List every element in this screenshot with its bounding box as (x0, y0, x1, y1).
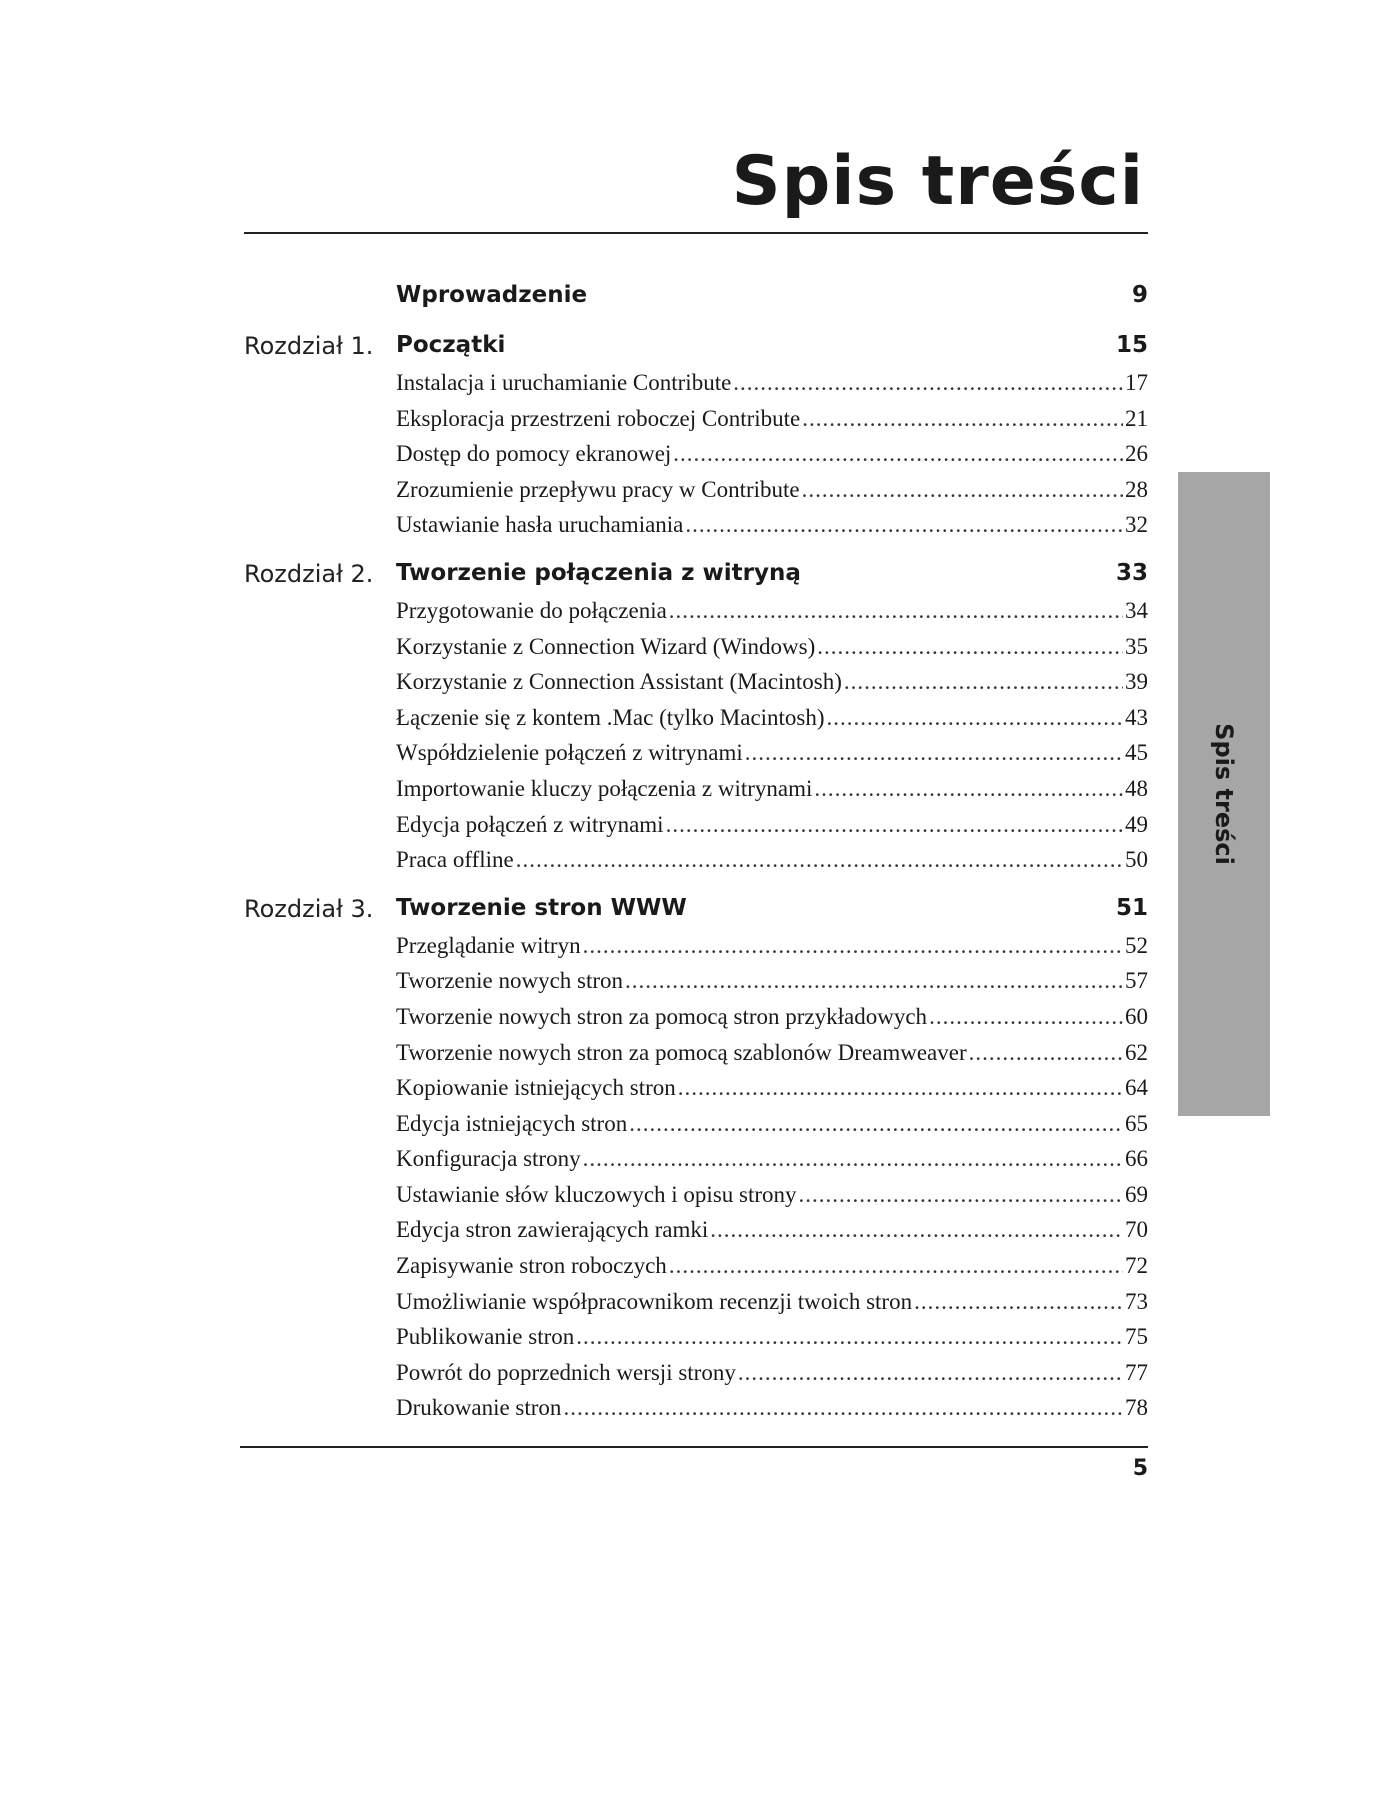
toc-entry-title: Powrót do poprzednich wersji strony (396, 1359, 736, 1385)
dot-leader (678, 1075, 1123, 1101)
chapter-row (244, 322, 1148, 370)
toc-entry-page-number: 21 (1125, 405, 1148, 431)
toc-entry-title: Przeglądanie witryn (396, 932, 581, 958)
toc-entry-page-number: 69 (1125, 1181, 1148, 1207)
toc-entry-title: Korzystanie z Connection Wizard (Windows) (396, 633, 816, 659)
dot-leader (814, 776, 1123, 802)
toc-entry-title: Importowanie kluczy połączenia z witrynami (396, 775, 813, 801)
dot-leader (669, 1253, 1123, 1279)
toc-entry (396, 705, 1148, 741)
dot-leader (799, 1182, 1123, 1208)
dot-leader (802, 406, 1123, 432)
chapter-title: Początki (396, 332, 506, 358)
dot-leader (625, 968, 1123, 994)
chapter-page-number: 9 (1131, 282, 1148, 308)
toc-entry (396, 933, 1148, 969)
chapter-title: Tworzenie stron WWW (396, 894, 687, 921)
dot-leader (969, 1040, 1123, 1066)
dot-leader (817, 634, 1123, 660)
chapter-label: Rozdział 2. (244, 559, 374, 588)
toc-entry-title: Tworzenie nowych stron (396, 968, 624, 994)
toc-entry (396, 1075, 1148, 1111)
chapter-title: Wprowadzenie (396, 282, 588, 308)
toc-entry-title: Eksploracja przestrzeni roboczej Contribute (396, 405, 801, 431)
toc-entry-title: Konfiguracja strony (396, 1146, 581, 1172)
dot-leader (669, 598, 1123, 624)
toc-entry (396, 441, 1148, 477)
toc-entry-page-number: 39 (1125, 669, 1148, 695)
side-tab (1178, 472, 1270, 1116)
table-of-contents (244, 272, 1148, 1431)
dot-leader (733, 370, 1123, 396)
toc-entry-title: Praca offline (396, 847, 514, 873)
toc-entry-page-number: 65 (1125, 1110, 1148, 1136)
toc-entry (396, 406, 1148, 442)
toc-entry-title: Zrozumienie przepływu pracy w Contribute (396, 476, 800, 502)
toc-entry-page-number: 66 (1125, 1146, 1148, 1172)
toc-entry-page-number: 77 (1125, 1359, 1148, 1385)
top-divider (244, 232, 1148, 234)
toc-entry-title: Umożliwianie współpracownikom recenzji twoich stron (396, 1288, 913, 1314)
dot-leader (563, 1395, 1123, 1421)
toc-entry-page-number: 60 (1125, 1003, 1148, 1029)
dot-leader (516, 847, 1123, 873)
toc-entry (396, 512, 1148, 548)
toc-entry-page-number: 52 (1125, 932, 1148, 958)
toc-entry (396, 1040, 1148, 1076)
toc-entry (396, 1289, 1148, 1325)
toc-entry-page-number: 49 (1125, 811, 1148, 837)
toc-entry-title: Przygotowanie do połączenia (396, 597, 667, 623)
page-number: 5 (1132, 1456, 1148, 1481)
toc-entry-page-number: 34 (1125, 597, 1148, 623)
chapter-page-number: 33 (1115, 559, 1148, 586)
toc-entry-title: Korzystanie z Connection Assistant (Macintosh) (396, 669, 842, 695)
dot-leader (929, 1004, 1123, 1030)
chapter-title: Tworzenie połączenia z witryną (396, 559, 801, 586)
toc-entry (396, 1004, 1148, 1040)
toc-entry (396, 669, 1148, 705)
toc-entry-page-number: 26 (1125, 441, 1148, 467)
toc-entry-title: Ustawianie słów kluczowych i opisu strony (396, 1181, 797, 1207)
toc-entry-page-number: 64 (1125, 1075, 1148, 1101)
toc-entry (396, 1253, 1148, 1289)
dot-leader (583, 933, 1123, 959)
toc-entry-page-number: 32 (1125, 512, 1148, 538)
toc-entry-page-number: 17 (1125, 370, 1148, 395)
chapter-row (244, 272, 1148, 320)
toc-entry (396, 847, 1148, 883)
toc-entry (396, 370, 1148, 406)
dot-leader (844, 669, 1123, 695)
toc-entry-title: Drukowanie stron (396, 1395, 562, 1421)
toc-entry-title: Współdzielenie połączeń z witrynami (396, 740, 743, 766)
toc-entry (396, 634, 1148, 670)
dot-leader (827, 705, 1123, 731)
toc-entry (396, 1360, 1148, 1396)
toc-entry-page-number: 43 (1125, 704, 1148, 730)
toc-entry-title: Tworzenie nowych stron za pomocą szablonów Dreamweaver (396, 1039, 967, 1065)
dot-leader (673, 441, 1123, 467)
toc-entry-title: Edycja istniejących stron (396, 1110, 628, 1136)
dot-leader (576, 1324, 1123, 1350)
toc-entry (396, 968, 1148, 1004)
toc-entry (396, 812, 1148, 848)
toc-entry-page-number: 75 (1125, 1324, 1148, 1350)
toc-entry-title: Łączenie się z kontem .Mac (tylko Macintosh) (396, 704, 825, 730)
toc-entry-title: Publikowanie stron (396, 1324, 575, 1350)
toc-entry-page-number: 57 (1125, 968, 1148, 994)
toc-entry-page-number: 35 (1125, 633, 1148, 659)
toc-entry (396, 1146, 1148, 1182)
toc-entry (396, 776, 1148, 812)
toc-entry-page-number: 72 (1125, 1253, 1148, 1279)
toc-entry-title: Edycja stron zawierających ramki (396, 1217, 709, 1243)
dot-leader (685, 512, 1123, 538)
toc-entry-title: Zapisywanie stron roboczych (396, 1253, 667, 1279)
toc-entry-page-number: 45 (1125, 740, 1148, 766)
toc-entry (396, 1182, 1148, 1218)
bottom-divider (240, 1446, 1148, 1448)
toc-entry-page-number: 73 (1125, 1288, 1148, 1314)
toc-entry (396, 477, 1148, 513)
toc-entry-title: Edycja połączeń z witrynami (396, 811, 664, 837)
toc-entry-title: Instalacja i uruchamianie Contribute (396, 370, 732, 395)
toc-entry-title: Tworzenie nowych stron za pomocą stron przykładowych (396, 1003, 928, 1029)
toc-entry-title: Dostęp do pomocy ekranowej (396, 441, 672, 467)
dot-leader (710, 1217, 1123, 1243)
toc-entry (396, 1111, 1148, 1147)
toc-entry-page-number: 70 (1125, 1217, 1148, 1243)
chapter-page-number: 51 (1115, 894, 1148, 921)
chapter-label: Rozdział 1. (244, 332, 374, 360)
toc-entry-page-number: 62 (1125, 1039, 1148, 1065)
chapter-row (244, 550, 1148, 598)
toc-entry-title: Kopiowanie istniejących stron (396, 1075, 676, 1101)
toc-entry (396, 1217, 1148, 1253)
toc-entry (396, 1395, 1148, 1431)
toc-entry-title: Ustawianie hasła uruchamiania (396, 512, 684, 538)
chapter-page-number: 15 (1115, 332, 1148, 358)
page-title: Spis treści (731, 142, 1144, 221)
chapter-row (244, 885, 1148, 933)
chapter-label: Rozdział 3. (244, 894, 374, 923)
side-tab-label: Spis treści (1210, 723, 1238, 865)
dot-leader (666, 812, 1123, 838)
toc-entry (396, 598, 1148, 634)
toc-entry-page-number: 78 (1125, 1395, 1148, 1421)
dot-leader (745, 740, 1123, 766)
dot-leader (583, 1146, 1123, 1172)
toc-entry-page-number: 50 (1125, 847, 1148, 873)
toc-entry (396, 740, 1148, 776)
toc-entry-page-number: 48 (1125, 775, 1148, 801)
toc-entry-page-number: 28 (1125, 476, 1148, 502)
dot-leader (738, 1360, 1123, 1386)
dot-leader (802, 477, 1123, 503)
toc-entry (396, 1324, 1148, 1360)
dot-leader (914, 1289, 1123, 1315)
dot-leader (629, 1111, 1123, 1137)
